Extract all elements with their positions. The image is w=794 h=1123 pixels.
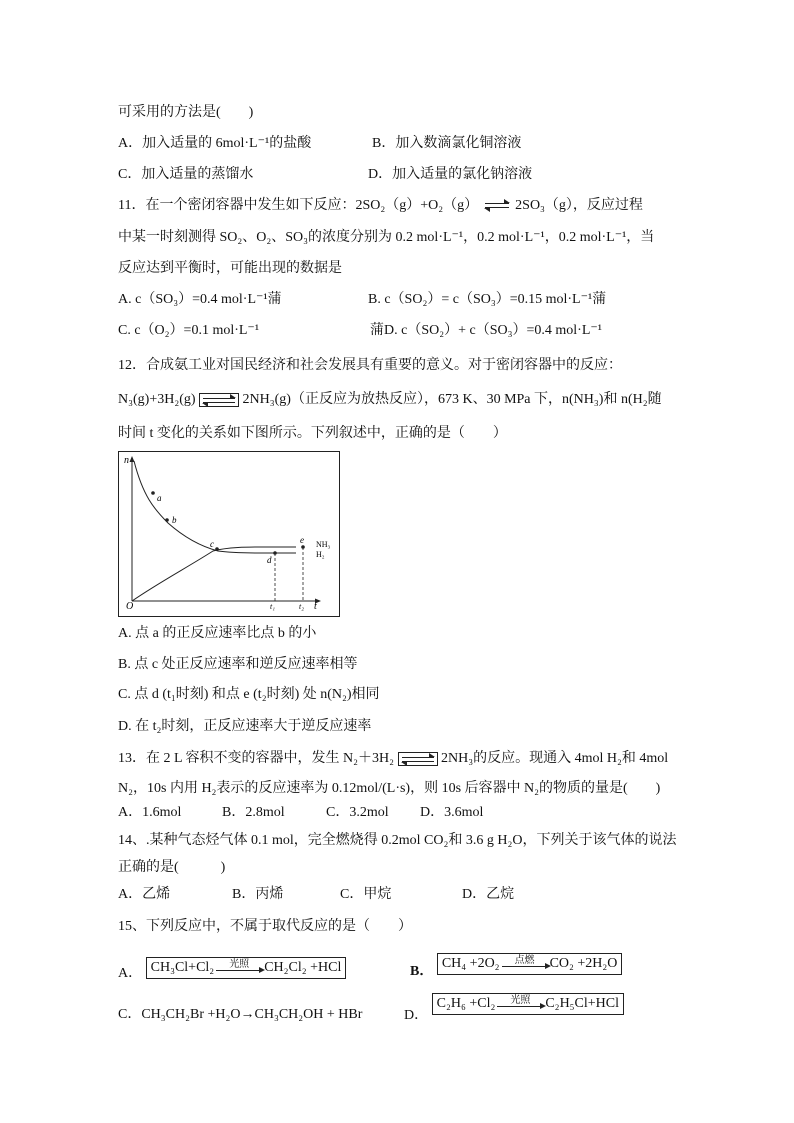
- q12-line-2: [118, 391, 662, 409]
- q11-mark-a: 蒲: [267, 292, 282, 307]
- q15-option-d-label: D．: [404, 1008, 429, 1024]
- q11-option-b-text: B. c（SO₂）= c（SO₃）=0.15 mol·L⁻¹: [368, 292, 593, 307]
- q15-option-a-equation: [146, 957, 347, 979]
- label-t2: t₂: [299, 602, 305, 611]
- q10-option-b: B．加入数滴氯化铜溶液: [372, 136, 522, 151]
- boxed-equilibrium-arrow-icon: [199, 393, 239, 407]
- q11-mark-b: 蒲: [592, 292, 607, 307]
- q14-line-2: 正确的是( ): [118, 860, 226, 875]
- q13-line-1: [118, 750, 668, 768]
- q11-mark-d: 蒲: [370, 323, 384, 338]
- q14-option-b: B．丙烯: [232, 887, 284, 902]
- q11-line-1a: 11．在一个密闭容器中发生如下反应：2SO₂（g）+O₂（g）: [118, 198, 479, 213]
- q14-options: [118, 886, 514, 904]
- x-axis-label: t: [314, 601, 317, 612]
- q12-line-3: 时间 t 变化的关系如下图所示。下列叙述中，正确的是（ ）: [118, 426, 507, 441]
- q12-line-1: 12．合成氨工业对国民经济和社会发展具有重要的意义。对于密闭容器中的反应：: [118, 358, 622, 373]
- q14-option-d: D．乙烷: [462, 887, 515, 902]
- q15-b-right: CO₂ +2H₂O: [549, 956, 618, 972]
- boxed-equilibrium-arrow-icon: [398, 752, 438, 766]
- equilibrium-arrow-icon: [482, 199, 512, 213]
- q11-line-2: 中某一时刻测得 SO₂、O₂、SO₃的浓度分别为 0.2 mol·L⁻¹，0.2 mol·L⁻¹，0.2 mol·L⁻¹，当: [118, 230, 655, 245]
- point-a: [151, 491, 155, 495]
- series-label-h2: H₂: [316, 550, 325, 559]
- point-c: [215, 547, 219, 551]
- q11-line-1: [118, 197, 643, 215]
- label-b: b: [172, 515, 177, 525]
- q15-b-condition: 点燃: [514, 955, 535, 966]
- q11-line-1b: 2SO₃（g），反应过程: [515, 198, 643, 213]
- series-label-nh3: NH₃: [316, 540, 331, 549]
- point-b: [165, 518, 169, 522]
- q15-option-b-label: B．: [410, 964, 434, 980]
- reaction-arrow-icon: [214, 959, 264, 977]
- q11-option-d-text: D. c（SO₂）+ c（SO₃）=0.4 mol·L⁻¹: [384, 323, 602, 338]
- q15-option-d: [404, 993, 624, 1025]
- q13-line-1a: 13．在 2 L 容积不变的容器中，发生 N₂＋3H₂: [118, 751, 395, 766]
- q13-option-b: B．2.8mol: [222, 805, 285, 820]
- q11-option-a: [118, 291, 282, 309]
- q14-option-c: C．甲烷: [340, 887, 392, 902]
- origin-label: O: [126, 601, 134, 612]
- q15-option-d-equation: [432, 993, 624, 1015]
- label-d: d: [267, 555, 272, 565]
- y-axis-label: n: [124, 455, 129, 466]
- q13-options: [118, 804, 483, 822]
- q15-a-right: CH₂Cl₂ +HCl: [264, 960, 342, 976]
- q11-option-b: [368, 291, 606, 309]
- q12-line-2b: 2NH₃(g)（正反应为放热反应），673 K、30 MPa 下，n(NH₃)和 n(H₂随: [242, 392, 662, 407]
- h2-curve: [134, 461, 296, 553]
- graph-frame: [119, 452, 340, 617]
- q12-option-d: D. 在 t₂时刻，正反应速率大于逆反应速率: [118, 719, 372, 734]
- q15-option-a: [118, 957, 346, 983]
- label-e: e: [300, 535, 304, 545]
- q12-option-c: C. 点 d (t₁时刻) 和点 e (t₂时刻) 处 n(N₂)相同: [118, 687, 380, 702]
- q15-option-c: C．CH₃CH₂Br +H₂O→CH₃CH₂OH + HBr: [118, 1007, 363, 1022]
- q12-option-b: B. 点 c 处正反应速率和逆反应速率相等: [118, 657, 358, 672]
- q15-option-a-label: A．: [118, 966, 143, 982]
- q11-option-c: C. c（O₂）=0.1 mol·L⁻¹: [118, 323, 260, 338]
- q10-tail: 可采用的方法是( ): [118, 105, 254, 120]
- q10-option-a: A．加入适量的 6mol·L⁻¹的盐酸: [118, 136, 312, 151]
- label-t1: t₁: [270, 602, 276, 611]
- label-c: c: [210, 539, 214, 549]
- q15-a-left: CH₃Cl+Cl₂: [150, 960, 215, 976]
- q15-d-condition: 光照: [510, 995, 531, 1006]
- q11-option-d: [370, 322, 602, 340]
- q10-option-c: C．加入适量的蒸馏水: [118, 167, 254, 182]
- q11-option-a-text: A. c（SO₃）=0.4 mol·L⁻¹: [118, 292, 268, 307]
- q12-option-a: A. 点 a 的正反应速率比点 b 的小: [118, 626, 317, 641]
- n-t-graph: [118, 451, 340, 617]
- q12-line-2a: N₃(g)+3H₂(g): [118, 392, 196, 407]
- reaction-arrow-icon: [500, 955, 550, 973]
- q10-option-d: D．加入适量的氯化钠溶液: [368, 167, 533, 182]
- q15-b-left: CH₄ +2O₂: [441, 956, 500, 972]
- q14-line-1: 14、.某种气态烃气体 0.1 mol，完全燃烧得 0.2mol CO₂和 3.6 g H₂O，下列关于该气体的说法: [118, 833, 677, 848]
- q15-line-1: 15、下列反应中，不属于取代反应的是（ ）: [118, 919, 412, 934]
- q13-option-c: C．3.2mol: [326, 805, 389, 820]
- q15-d-left: C₂H₆ +Cl₂: [436, 996, 496, 1012]
- label-a: a: [157, 493, 162, 503]
- q13-option-d: D．3.6mol: [420, 805, 484, 820]
- q13-line-2: N₂，10s 内用 H₂表示的反应速率为 0.12mol/(L·s)，则 10s 后容器中 N₂的物质的量是( ): [118, 781, 661, 796]
- q15-option-b: [410, 953, 622, 981]
- q15-option-b-equation: [437, 953, 623, 975]
- q11-line-3: 反应达到平衡时，可能出现的数据是: [118, 261, 342, 276]
- q15-a-condition: 光照: [229, 959, 250, 970]
- q15-d-right: C₂H₅Cl+HCl: [545, 996, 620, 1012]
- q13-option-a: A．1.6mol: [118, 805, 182, 820]
- reaction-arrow-icon: [495, 995, 545, 1013]
- q14-option-a: A．乙烯: [118, 887, 171, 902]
- q13-line-1b: 2NH₃的反应。现通入 4mol H₂和 4mol: [441, 751, 669, 766]
